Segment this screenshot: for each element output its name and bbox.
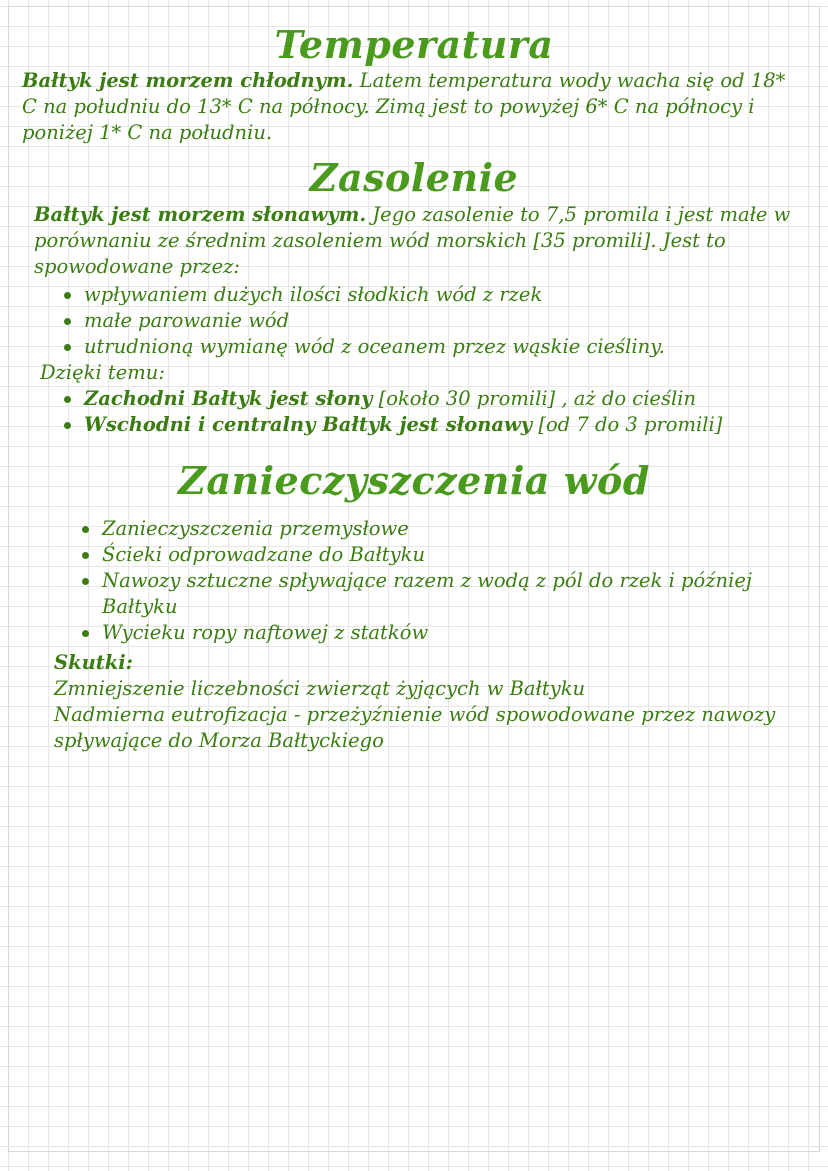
heading-pollution: Zanieczyszczenia wód — [178, 458, 650, 503]
salinity-causes-list — [60, 282, 780, 360]
pollution-effects — [54, 676, 814, 754]
temperature-text: Latem temperatura wody wacha się od 18* C na południu do 13* C na północy. Zimą jest to powyżej 6* C na północy i poniżej 1* C na południu. — [22, 69, 786, 144]
effects-label: Skutki: — [54, 651, 133, 674]
effect-rest: [od 7 do 3 promili] — [532, 413, 723, 436]
list-item: wpływaniem dużych ilości słodkich wód z rzek — [60, 282, 780, 308]
heading-temperature: Temperatura — [274, 22, 554, 67]
salinity-effects-list — [60, 386, 800, 438]
pollution-list — [78, 516, 778, 646]
list-item: Ścieki odprowadzane do Bałtyku — [78, 542, 778, 568]
salinity-lead: Bałtyk jest morzem słonawym. — [34, 203, 367, 226]
temperature-paragraph — [22, 68, 802, 146]
list-item — [60, 412, 800, 438]
list-item: Zanieczyszczenia przemysłowe — [78, 516, 778, 542]
salinity-text: Jego zasolenie to 7,5 promila i jest małe w porównaniu ze średnim zasoleniem wód morskich [35 promili]. Jest to spowodowane przez: — [34, 203, 791, 278]
effect-rest: [około 30 promili] , aż do cieślin — [372, 387, 697, 410]
list-item: Wycieku ropy naftowej z statków — [78, 620, 778, 646]
effect-bold: Zachodni Bałtyk jest słony — [84, 387, 373, 410]
list-item: utrudnioną wymianę wód z oceanem przez wąskie cieśliny. — [60, 334, 780, 360]
salinity-paragraph — [34, 202, 794, 280]
temperature-lead: Bałtyk jest morzem chłodnym. — [22, 69, 354, 92]
effect-bold: Wschodni i centralny Bałtyk jest słonawy — [84, 413, 533, 436]
list-item: Nawozy sztuczne spływające razem z wodą z pól do rzek i później Bałtyku — [78, 568, 778, 620]
list-item: małe parowanie wód — [60, 308, 780, 334]
heading-salinity: Zasolenie — [309, 155, 519, 200]
effects-line-2: Nadmierna eutrofizacja - przeżyźnienie wód spowodowane przez nawozy spływające do Morza Bałtyckiego — [54, 703, 776, 752]
thanks-label: Dzięki temu: — [40, 361, 165, 384]
list-item — [60, 386, 800, 412]
effects-line-1: Zmniejszenie liczebności zwierząt żyjących w Bałtyku — [54, 677, 586, 700]
